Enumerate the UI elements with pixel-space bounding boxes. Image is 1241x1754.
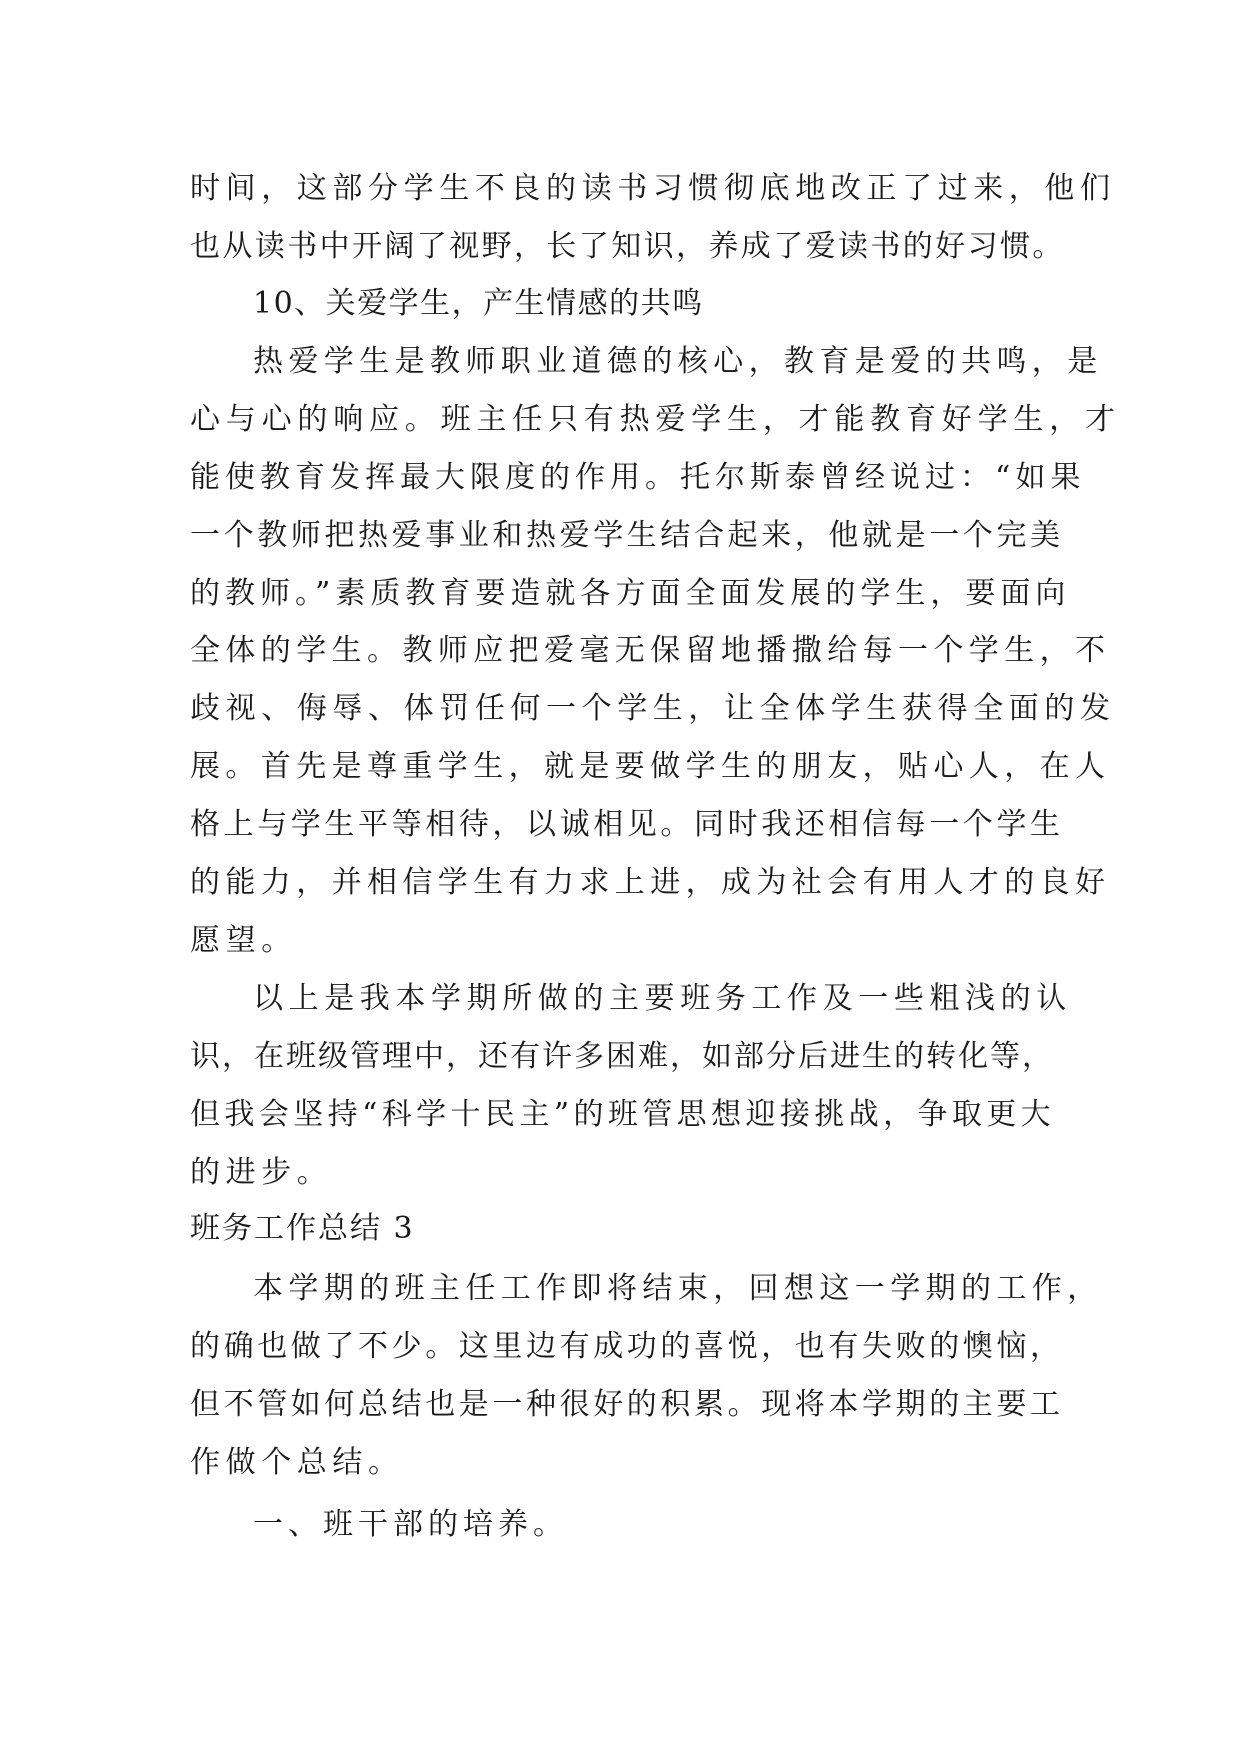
text-line: 的能力，并相信学生有力求上进，成为社会有用人才的良好 (190, 865, 1111, 900)
text-line: 但我会坚持“科学十民主”的班管思想迎接挑战，争取更大 (190, 1097, 1056, 1132)
text-line: 能使教育发挥最大限度的作用。托尔斯泰曾经说过：“如果 (190, 460, 1086, 495)
text-line: 识，在班级管理中，还有许多困难，如部分后进生的转化等， (190, 1039, 1054, 1074)
text-line: 心与心的响应。班主任只有热爱学生，才能教育好学生，才 (190, 402, 1121, 437)
text-line: 也从读书中开阔了视野，长了知识，养成了爱读书的好习惯。 (190, 229, 1065, 264)
text-line: 的确也做了不少。这里边有成功的喜悦，也有失败的懊恼， (190, 1329, 1064, 1364)
text-line: 格上与学生平等相待，以诚相见。同时我还相信每一个学生 (190, 807, 1064, 842)
text-line: 但不管如何总结也是一种很好的积累。现将本学期的主要工 (190, 1387, 1064, 1422)
paragraph-first-line: 热爱学生是教师职业道德的核心，教育是爱的共鸣，是 (253, 344, 1103, 379)
text-line: 作做个总结。 (190, 1445, 404, 1480)
text-line: 愿望。 (190, 923, 297, 958)
text-line: 的教师。”素质教育要造就各方面全面发展的学生，要面向 (190, 576, 1071, 611)
text-line: 全体的学生。教师应把爱毫无保留地播撒给每一个学生，不 (190, 633, 1111, 668)
section-title: 班务工作总结 3 (190, 1211, 415, 1246)
text-line: 歧视、侮辱、体罚任何一个学生，让全体学生获得全面的发 (190, 691, 1116, 726)
section-heading: 10、关爱学生，产生情感的共鸣 (253, 286, 704, 321)
text-line: 时间，这部分学生不良的读书习惯彻底地改正了过来，他们 (190, 171, 1116, 206)
text-line: 一个教师把热爱事业和热爱学生结合起来，他就是一个完美 (190, 518, 1064, 553)
text-line: 的进步。 (190, 1155, 333, 1190)
paragraph-first-line: 以上是我本学期所做的主要班务工作及一些粗浅的认 (253, 981, 1072, 1016)
section-heading: 一、班干部的培养。 (253, 1507, 568, 1542)
paragraph-first-line: 本学期的班主任工作即将结束，回想这一学期的工作， (253, 1271, 1103, 1306)
text-line: 展。首先是尊重学生，就是要做学生的朋友，贴心人，在人 (190, 749, 1111, 784)
